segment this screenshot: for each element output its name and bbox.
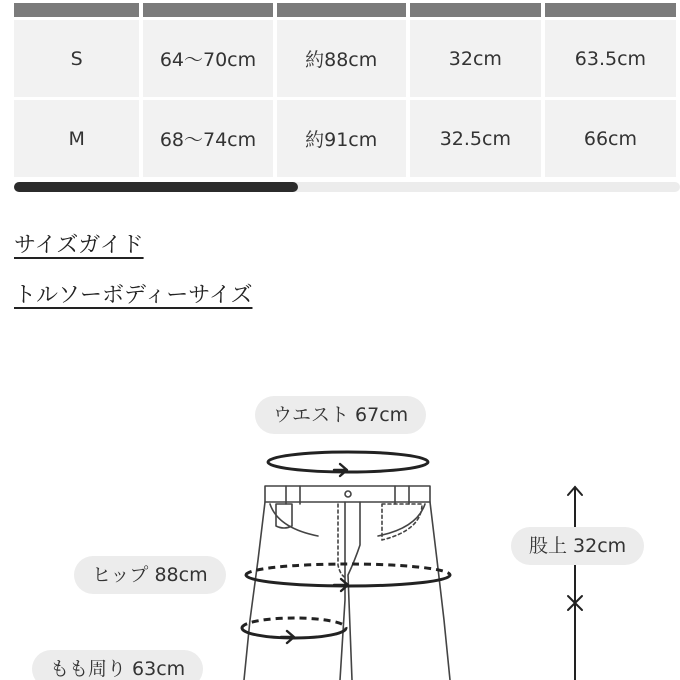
rise-cell: 32.5cm — [410, 100, 541, 177]
waist-cell: 64〜70cm — [143, 20, 272, 97]
table-header-row — [14, 3, 676, 17]
size-cell: S — [14, 20, 139, 97]
waist-label: ウエスト 67cm — [255, 396, 426, 434]
table-header-cell — [545, 3, 676, 17]
table-header-cell — [143, 3, 272, 17]
size-table-container[interactable] — [14, 0, 680, 180]
thigh-label: もも周り 63cm — [32, 650, 203, 680]
table-row — [14, 100, 676, 177]
size-table — [14, 0, 680, 180]
hip-cell: 約88cm — [277, 20, 406, 97]
rise-label: 股上 32cm — [511, 527, 644, 565]
table-header-cell — [410, 3, 541, 17]
thigh-cell: 63.5cm — [545, 20, 676, 97]
pants-measurement-diagram — [0, 320, 680, 680]
thigh-cell: 66cm — [545, 100, 676, 177]
table-header-cell — [277, 3, 406, 17]
thigh-measure-marker — [242, 618, 346, 643]
horizontal-scrollbar-thumb[interactable] — [14, 182, 298, 192]
table-row — [14, 20, 676, 97]
waist-measure-marker — [268, 452, 428, 476]
waist-cell: 68〜74cm — [143, 100, 272, 177]
rise-cell: 32cm — [410, 20, 541, 97]
pants-illustration — [0, 320, 680, 680]
hip-cell: 約91cm — [277, 100, 406, 177]
size-cell: M — [14, 100, 139, 177]
hip-label: ヒップ 88cm — [74, 556, 226, 594]
rise-measure-arrow — [568, 487, 582, 680]
table-header-cell — [14, 3, 139, 17]
size-guide-link[interactable]: サイズガイド — [14, 233, 144, 258]
torso-body-size-link[interactable]: トルソーボディーサイズ — [14, 283, 253, 308]
